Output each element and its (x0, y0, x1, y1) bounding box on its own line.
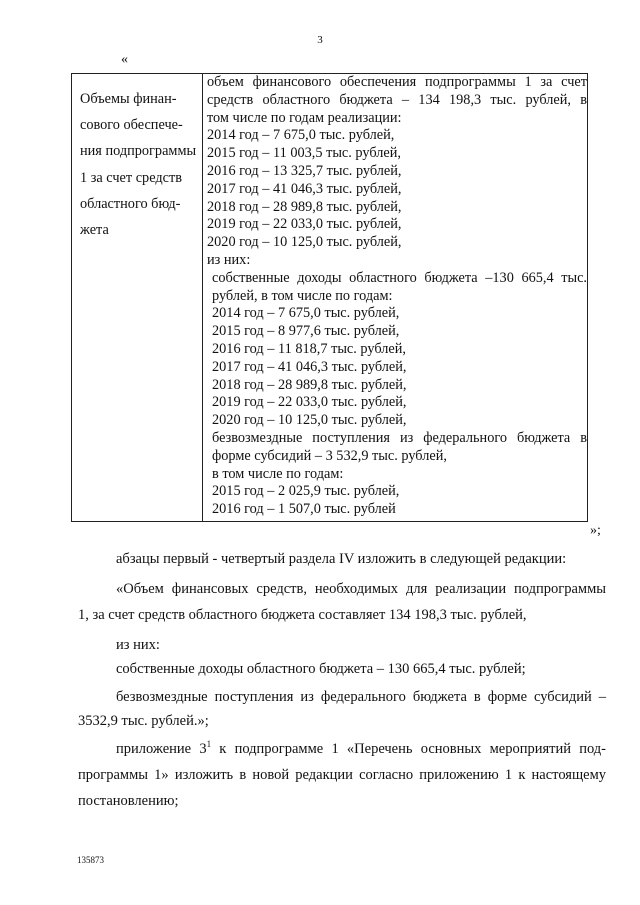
right-line: средств областного бюджета – 134 198,3 тыс. рублей, в (207, 91, 587, 108)
right-line: 2017 год – 41 046,3 тыс. рублей, (207, 180, 402, 197)
right-line: 2016 год – 11 818,7 тыс. рублей, (212, 340, 406, 357)
financing-table (71, 73, 588, 522)
right-line: 2015 год – 11 003,5 тыс. рублей, (207, 145, 401, 162)
left-line: областного бюд- (80, 195, 181, 212)
left-line: сового обеспече- (80, 117, 183, 134)
right-line: 2018 год – 28 989,8 тыс. рублей, (207, 198, 402, 215)
right-line: 2020 год – 10 125,0 тыс. рублей, (207, 234, 402, 251)
appendix-text: к подпрограмме 1 «Перечень основных мероприятий под- (211, 741, 606, 757)
right-line: 2019 год – 22 033,0 тыс. рублей, (212, 394, 407, 411)
appendix-ref: приложение 3 (116, 741, 207, 757)
right-line: 2018 год – 28 989,8 тыс. рублей, (212, 376, 407, 393)
paragraph-line: собственные доходы областного бюджета – 130 665,4 тыс. рублей; (116, 661, 526, 677)
appendix-superscript: 1 (206, 739, 212, 750)
right-line: рублей, в том числе по годам: (212, 287, 393, 304)
right-line: безвозмездные поступления из федерального бюджета в (212, 429, 587, 446)
right-line: 2016 год – 13 325,7 тыс. рублей, (207, 162, 402, 179)
paragraph-line: безвозмездные поступления из федерального бюджета в форме субсидий – (116, 689, 606, 705)
right-line: объем финансового обеспечения подпрограммы 1 за счет (207, 74, 587, 90)
right-line: 2015 год – 8 977,6 тыс. рублей, (212, 323, 400, 340)
right-line: 2014 год – 7 675,0 тыс. рублей, (207, 127, 395, 144)
left-line: жета (80, 222, 109, 239)
right-line: 2020 год – 10 125,0 тыс. рублей, (212, 412, 407, 429)
right-line: в том числе по годам: (212, 465, 344, 482)
paragraph-line: программы 1» изложить в новой редакции согласно приложению 1 к настоящему (78, 767, 606, 783)
left-line: ния подпрограммы (80, 143, 197, 160)
footer-code: 135873 (77, 855, 104, 865)
table-right-cell (203, 74, 588, 522)
right-line: из них: (207, 251, 251, 268)
closing-quote: »; (590, 523, 601, 538)
paragraph-line: 3532,9 тыс. рублей.»; (78, 713, 209, 729)
right-line: 2017 год – 41 046,3 тыс. рублей, (212, 358, 407, 375)
paragraph-line: постановлению; (78, 793, 179, 809)
paragraph-line: 1, за счет средств областного бюджета составляет 134 198,3 тыс. рублей, (78, 607, 527, 623)
opening-quote: « (121, 52, 128, 67)
right-line: собственные доходы областного бюджета –130 665,4 тыс. (212, 269, 587, 286)
right-line: 2019 год – 22 033,0 тыс. рублей, (207, 216, 402, 233)
right-line: форме субсидий – 3 532,9 тыс. рублей, (212, 447, 447, 464)
paragraph-line (116, 741, 606, 758)
left-cell-text (72, 74, 202, 239)
page-number: 3 (317, 34, 323, 46)
table-row (72, 74, 588, 522)
paragraph-line: абзацы первый - четвертый раздела IV изложить в следующей редакции: (116, 551, 567, 567)
left-line: 1 за счет средств (80, 169, 182, 186)
paragraph-line: из них: (116, 637, 160, 653)
right-line: 2014 год – 7 675,0 тыс. рублей, (212, 305, 400, 322)
right-line: 2016 год – 1 507,0 тыс. рублей (212, 501, 396, 518)
right-line: том числе по годам реализации: (207, 109, 402, 126)
left-line: Объемы финан- (80, 91, 177, 107)
paragraph-line: «Объем финансовых средств, необходимых для реализации подпрограммы (116, 581, 606, 597)
table-left-cell (72, 74, 203, 522)
right-line: 2015 год – 2 025,9 тыс. рублей, (212, 483, 400, 500)
